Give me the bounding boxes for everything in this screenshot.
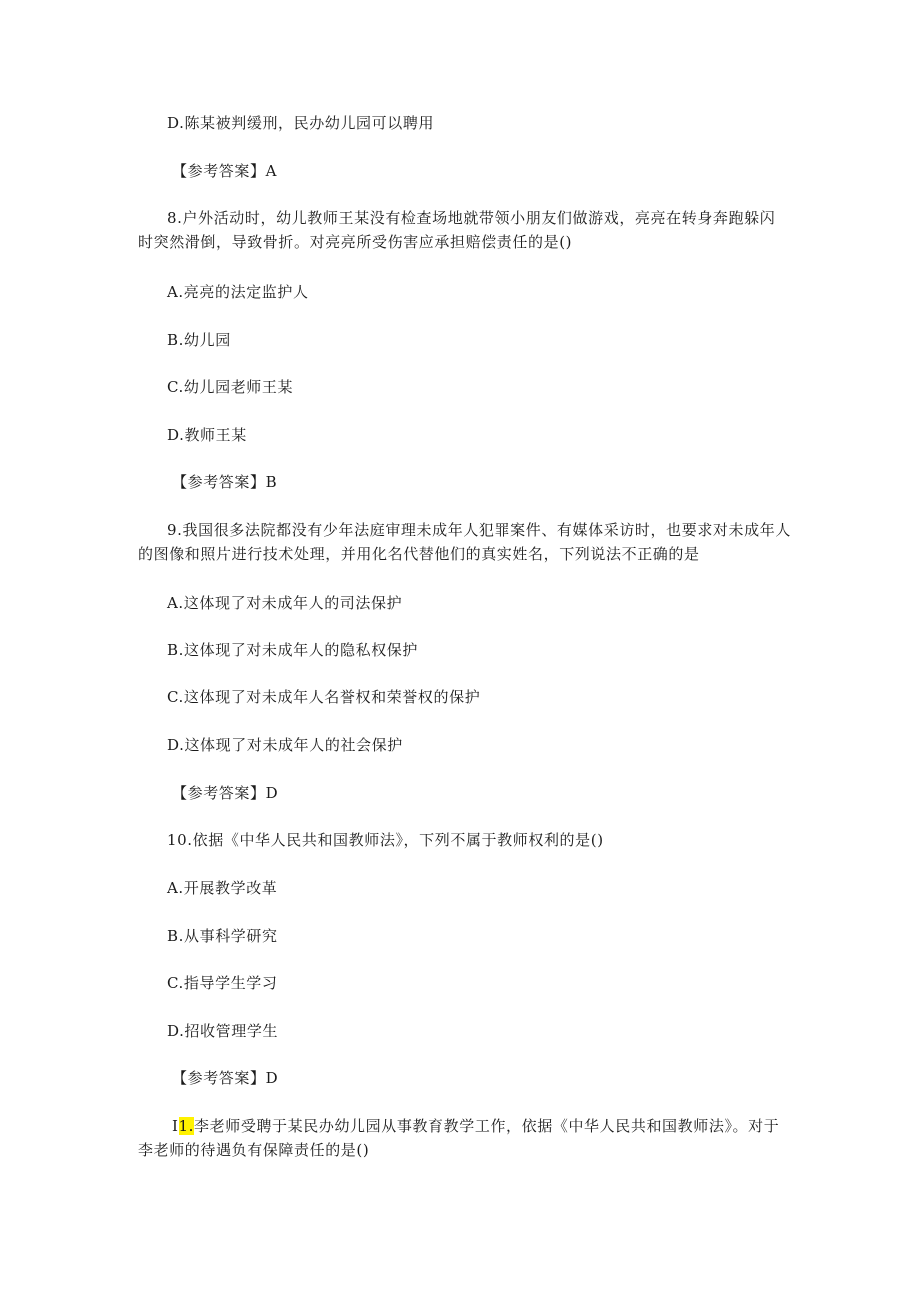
q8-option-a: A.亮亮的法定监护人: [167, 283, 309, 301]
q10-option-d: D.招收管理学生: [167, 1022, 279, 1040]
q7-answer: 【参考答案】A: [172, 162, 278, 180]
q9-option-a: A.这体现了对未成年人的司法保护: [167, 594, 403, 612]
q9-stem-line1: 9.我国很多法院都没有少年法庭审理未成年人犯罪案件、有媒体采访时，也要求对未成年人: [167, 521, 791, 539]
q8-option-c: C.幼儿园老师王某: [167, 378, 294, 396]
q11-stem-text: 李老师受聘于某民办幼儿园从事教育教学工作，依据《中华人民共和国教师法》。对于: [194, 1117, 780, 1135]
q8-option-d: D.教师王某: [167, 426, 247, 444]
q9-option-b: B.这体现了对未成年人的隐私权保护: [167, 641, 418, 659]
q8-answer: 【参考答案】B: [172, 473, 278, 491]
q7-option-d: D.陈某被判缓刑，民办幼儿园可以聘用: [167, 114, 435, 132]
q10-stem: 10.依据《中华人民共和国教师法》，下列不属于教师权利的是(): [167, 831, 604, 849]
q8-stem-line2: 时突然滑倒，导致骨折。对亮亮所受伤害应承担赔偿责任的是(): [138, 233, 573, 251]
q9-option-c: C.这体现了对未成年人名誉权和荣誉权的保护: [167, 688, 481, 706]
q10-option-c: C.指导学生学习: [167, 974, 278, 992]
q8-stem-line1: 8.户外活动时，幼儿教师王某没有检查场地就带领小朋友们做游戏，亮亮在转身奔跑躲闪: [167, 209, 776, 227]
q8-option-b: B.幼儿园: [167, 331, 231, 349]
q11-number-highlight: 1.: [178, 1117, 195, 1135]
q9-answer: 【参考答案】D: [172, 784, 279, 802]
q9-option-d: D.这体现了对未成年人的社会保护: [167, 736, 403, 754]
q9-stem-line2: 的图像和照片进行技术处理，并用化名代替他们的真实姓名，下列说法不正确的是: [138, 545, 700, 563]
q10-option-a: A.开展教学改革: [167, 879, 278, 897]
q11-number-prefix: I: [172, 1117, 179, 1135]
q11-stem-line1: [172, 1115, 779, 1137]
q10-answer: 【参考答案】D: [172, 1069, 279, 1087]
q10-option-b: B.从事科学研究: [167, 927, 278, 945]
q11-stem-line2: 李老师的待遇负有保障责任的是(): [138, 1141, 370, 1159]
